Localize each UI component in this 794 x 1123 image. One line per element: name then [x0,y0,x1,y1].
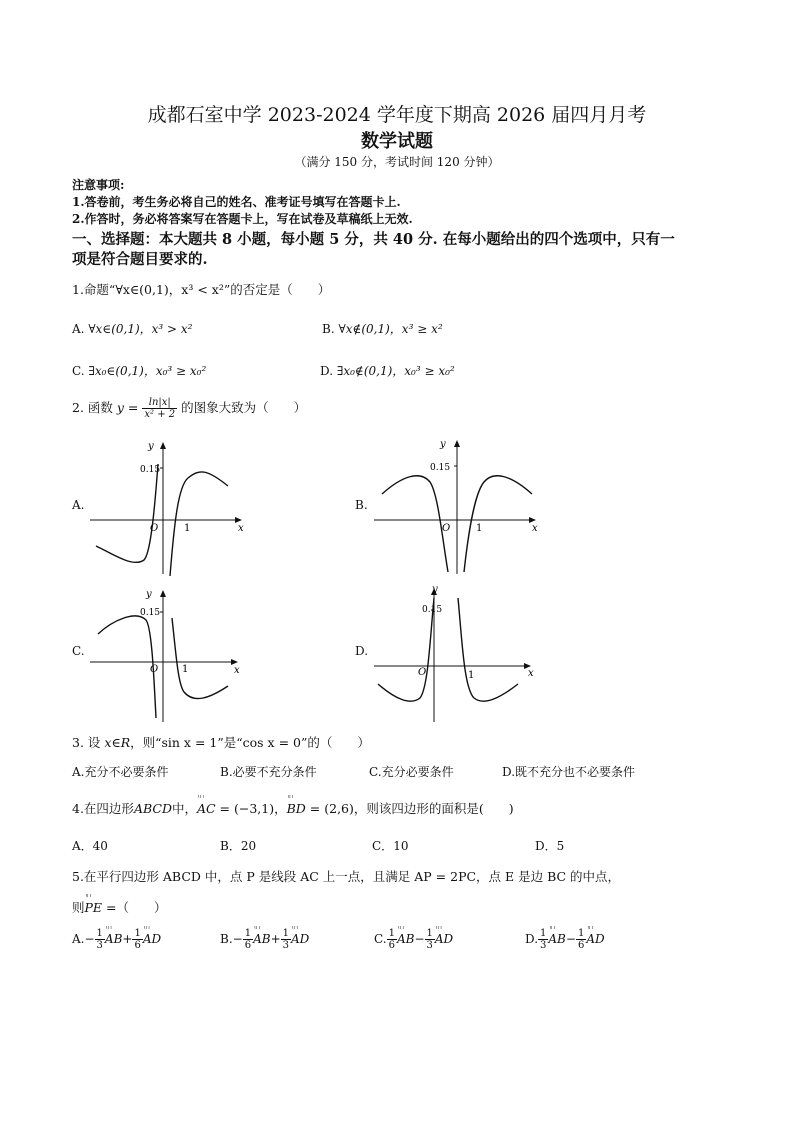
option-text: 20 [240,839,257,853]
option-label: C． [372,839,394,853]
q2-option-d-label: D. [355,644,369,658]
q2-suffix: 的图象大致为（ ） [181,400,307,415]
option-label: A. [72,765,85,779]
q1-option-b [322,320,443,337]
exam-info: （满分 150 分，考试时间 120 分钟） [294,155,500,169]
denominator: 3 [540,940,547,951]
option-label: B． [220,839,241,853]
fraction-2 [576,928,586,951]
option-text: 充分必要条件 [381,765,454,779]
q5-option-a [72,928,161,951]
numerator: 1 [540,928,547,939]
fraction-1 [243,928,253,951]
vector-ab: ய AB [548,932,565,946]
tick-x-label: 1 [476,523,483,534]
option-text: 10 [393,839,409,853]
axis-y-label: y [440,439,446,450]
vector-ad: ய AD [586,932,604,946]
q1-stem: 1.命题“∀x∈(0,1)，x³ < x²”的否定是（ ） [72,282,331,297]
fraction-2 [425,928,435,951]
q5-vector-pe: ய PE [85,900,103,915]
q2-graph-d [372,580,542,726]
fraction-1 [387,928,397,951]
option-label: A. [72,932,85,946]
option-text: ∀x∉(0,1)，x³ ≥ x² [338,322,443,336]
q5-option-b [220,928,309,951]
option-label: D. [320,364,334,378]
axis-y-label: y [148,441,154,452]
q3-stem-a: 3. 设 [72,735,101,750]
q1-option-a [72,320,193,337]
numerator: 1 [134,928,141,939]
note-item-2: 2.作答时，务必将答案写在答题卡上，写在试卷及草稿纸上无效. [72,212,413,226]
q4-option-a [72,837,108,854]
option-label: A． [72,839,93,853]
option-text: ∃x₀∉(0,1)，x₀³ ≥ x₀² [336,364,455,378]
option-text: ∃x₀∈(0,1)，x₀³ ≥ x₀² [88,364,207,378]
sign-2: − [565,932,576,946]
numerator: 1 [96,928,103,939]
q2-option-c-label: C. [72,644,85,658]
axis-x-label: x [532,523,538,534]
sign-1: − [84,932,95,946]
section-heading-line2: 项是符合题目要求的. [72,251,208,268]
q2-function-fraction [142,397,177,420]
sign-1: − [232,932,243,946]
axis-y-label: y [432,584,438,595]
q3-stem-b: x∈R [104,735,131,750]
fraction-1 [538,928,548,951]
q2-stem [72,397,306,420]
option-label: A. [72,322,85,336]
q2-prefix: 2. 函数 [72,400,113,415]
q5-option-d [525,928,605,951]
tick-y-label: 0.15 [140,465,161,475]
tick-y-label: 0.15 [140,608,161,618]
option-text: 充分不必要条件 [84,765,169,779]
section-heading-line1: 一、选择题：本大题共 8 小题，每小题 5 分，共 40 分. 在每小题给出的四个选项中，只有一 [72,231,675,248]
subject-title: 数学试题 [361,131,433,152]
q2-graph-b [372,436,542,578]
fraction-1 [95,928,105,951]
vector-ad: ய AD [143,932,161,946]
vector-ab: ய AB [253,932,270,946]
q4-vector-ac: ய AC [197,801,216,816]
vector-ab: ய AB [397,932,414,946]
q3-option-c [369,763,454,780]
q2-option-a-label: A. [72,498,85,512]
q3-stem [72,733,370,751]
exam-title: 成都石室中学 2023-2024 学年度下期高 2026 届四月月考 [147,104,647,126]
axis-x-label: x [234,665,240,676]
q2-func-y: y = [116,400,139,415]
option-label: C. [72,364,85,378]
notes-heading: 注意事项: [72,178,125,192]
numerator: 1 [426,928,433,939]
option-text: 40 [92,839,108,853]
vector-ab: ய AB [105,932,122,946]
q4-option-b [220,837,256,854]
numerator: 1 [388,928,395,939]
axis-x-label: x [238,523,244,534]
numerator: 1 [244,928,252,939]
q1-option-c [72,362,206,379]
fraction-numerator: ln|x| [142,397,177,409]
option-label: B. [220,765,233,779]
origin-label: O [150,523,159,534]
tick-x-label: 1 [468,670,475,681]
sign-2: + [270,932,281,946]
q4-stem-b: 中， [171,801,197,816]
numerator: 1 [282,928,289,939]
tick-x-label: 1 [184,523,191,534]
note-item-1: 1.答卷前，考生务必将自己的姓名、准考证号填写在答题卡上. [72,195,401,209]
q2-option-b-label: B. [355,498,368,512]
q5-stem-line2 [72,898,167,916]
q4-vector-bd: ய BD [287,801,306,816]
q1-option-d [320,362,455,379]
vector-ad: ய AD [291,932,309,946]
option-label: C. [374,932,387,946]
option-label: D. [525,932,539,946]
q4-value-1: = (−3,1)， [215,801,287,816]
tick-x-label: 1 [182,664,189,675]
denominator: 6 [244,940,252,951]
option-label: C. [369,765,382,779]
q5-stem-line1: 5.在平行四边形 ABCD 中，点 P 是线段 AC 上一点，且满足 AP = 2PC，点 E 是边 BC 的中点， [72,869,621,884]
denominator: 3 [426,940,433,951]
q5-option-c [374,928,453,951]
denominator: 6 [388,940,395,951]
q4-shape: ABCD [133,801,172,816]
q4-stem-a: 4.在四边形 [72,801,134,816]
denominator: 6 [577,940,585,951]
axis-x-label: x [528,668,534,679]
option-label: B. [220,932,233,946]
origin-label: O [418,667,427,678]
q4-stem [72,799,514,817]
tick-y-label: 0.15 [422,605,443,615]
option-label: D． [535,839,557,853]
option-text: 既不充分也不必要条件 [515,765,636,779]
option-text: ∀x∈(0,1)，x³ > x² [88,322,193,336]
denominator: 3 [96,940,103,951]
option-text: 5 [556,839,565,853]
q3-option-b [220,763,317,780]
q4-option-d [535,837,564,854]
q2-graph-c [88,584,253,726]
sign-2: − [414,932,425,946]
q5-line2-b: =（ ） [102,900,167,915]
q3-option-d [502,763,635,780]
q4-option-c [372,837,408,854]
tick-y-label: 0.15 [430,463,451,473]
axis-y-label: y [146,589,152,600]
q3-stem-c: ，则“sin x = 1”是“cos x = 0”的（ ） [130,735,370,750]
vector-ad: ய AD [435,932,453,946]
origin-label: O [150,664,159,675]
q5-line2-a: 则 [72,900,85,915]
fraction-2 [132,928,142,951]
q3-option-a [72,763,169,780]
option-label: B. [322,322,335,336]
denominator: 3 [282,940,289,951]
option-text: 必要不充分条件 [232,765,317,779]
denominator: 6 [134,940,141,951]
fraction-2 [281,928,291,951]
numerator: 1 [577,928,585,939]
sign-2: + [122,932,133,946]
option-label: D. [502,765,516,779]
fraction-denominator: x² + 2 [144,409,176,420]
q2-graph-a [88,436,253,578]
origin-label: O [442,523,451,534]
q4-value-2: = (2,6)，则该四边形的面积是( ) [305,801,514,816]
